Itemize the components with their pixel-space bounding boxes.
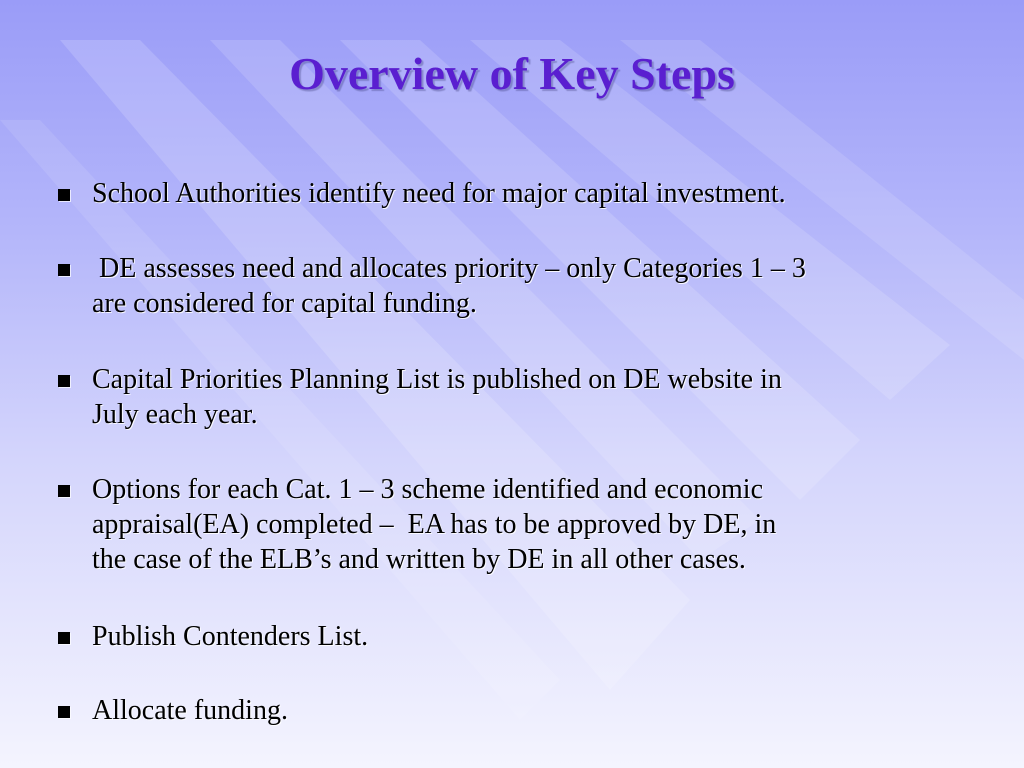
square-bullet-icon [58, 706, 70, 718]
square-bullet-icon [58, 189, 70, 201]
square-bullet-icon [58, 485, 70, 497]
bullet-text: Allocate funding. [92, 695, 288, 726]
square-bullet-icon [58, 632, 70, 644]
bullet-text: Publish Contenders List. [92, 621, 369, 652]
bullet-text: School Authorities identify need for major capital investment. [92, 178, 786, 209]
square-bullet-icon [58, 264, 70, 276]
bullet-text: Options for each Cat. 1 – 3 scheme identified and economic appraisal(EA) completed – EA has to be approved by DE, in the case of the ELB’s and written by DE in all other cases. [92, 474, 777, 575]
bullet-text: DE assesses need and allocates priority – only Categories 1 – 3 are considered for capital funding. [92, 253, 806, 319]
slide-title: Overview of Key Steps [289, 48, 735, 99]
square-bullet-icon [58, 375, 70, 387]
bullet-text: Capital Priorities Planning List is published on DE website in July each year. [92, 364, 782, 430]
